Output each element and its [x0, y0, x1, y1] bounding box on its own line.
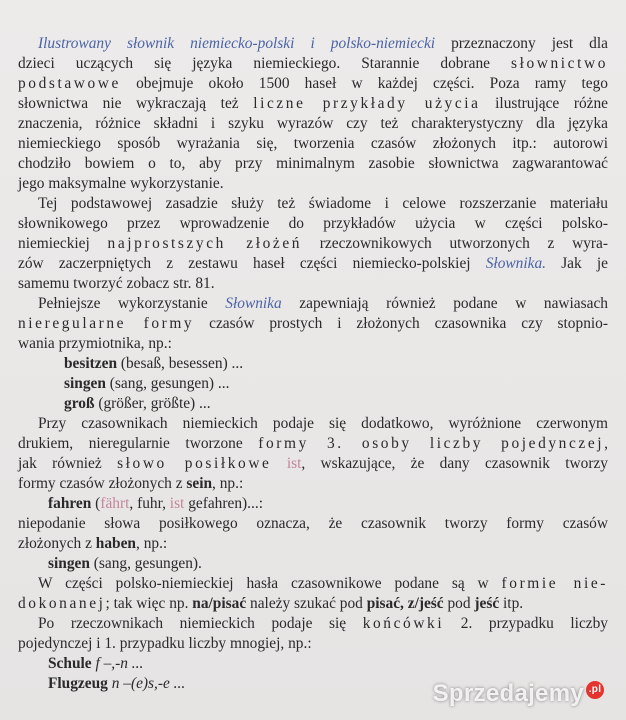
spaced-term: słowo posiłkowe — [117, 455, 272, 472]
headword: singen — [48, 555, 90, 572]
text-span: , wskazujące, że dany czasownik tworzy — [301, 455, 608, 472]
p4-line2 — [18, 434, 608, 454]
p6-line1 — [18, 614, 608, 634]
text-span: jak również — [18, 455, 118, 472]
p6-line2: pojedynczej i 1. przypadku liczby mnogiej, np.: — [18, 635, 312, 652]
text-span: (sang, gesungen) ... — [105, 375, 230, 392]
p1-line3 — [18, 74, 608, 94]
p5-line1 — [18, 574, 608, 594]
text-span: zapewniają również podane w nawiasach — [281, 295, 608, 312]
p1-line4 — [18, 94, 608, 114]
p2-line1: Tej podstawowej zasadzie służy też świadome i celowe rozszerzanie materiału — [38, 195, 608, 212]
keyword: sein — [186, 475, 213, 492]
p2-line5: samemu tworzyć zobacz str. 81. — [18, 275, 215, 292]
text-span: gefahren)...: — [184, 495, 263, 512]
p2-line2: słownikowego przez wprowadzenie do przykładów użycia w części polsko- — [18, 215, 608, 232]
p4-line3 — [18, 454, 608, 474]
text-span: n –(e)s,-e ... — [107, 675, 186, 692]
example-gross — [18, 394, 608, 414]
keyword: pisać, z/jeść — [366, 595, 444, 612]
text-span: niemieckiej — [18, 235, 108, 252]
text-span: drukiem, nieregularnie tworzone — [18, 435, 259, 452]
watermark-badge: .pl — [586, 681, 604, 699]
text-span: czasów prostych i złożonych czasownika czy stopnio- — [194, 315, 608, 332]
text-span: formy czasów złożonych z — [18, 475, 187, 492]
dictionary-name: Słownika — [225, 295, 282, 312]
headword: singen — [64, 375, 106, 392]
text-span: należy szukać pod — [246, 595, 367, 612]
keyword: na/pisać — [192, 595, 247, 612]
example-schule — [18, 654, 608, 674]
dictionary-name: Słownika. — [485, 255, 547, 272]
p1-line1 — [18, 34, 608, 54]
example-singen — [18, 374, 608, 394]
text-span: (größer, größte) ... — [94, 395, 211, 412]
p1-line7: chodziło bowiem o to, aby przy minimalnym zasobie słownictwa zagwarantować — [18, 155, 608, 172]
p1-line2 — [18, 54, 608, 74]
text-span: , np.: — [212, 475, 244, 492]
spaced-term: podstawowe — [18, 75, 121, 92]
keyword: haben — [95, 535, 136, 552]
red-marker: ist — [169, 495, 185, 512]
text-span: ( — [91, 495, 101, 512]
p4-line5: niepodanie słowa posiłkowego oznacza, że czasownik tworzy formy czasów — [18, 515, 608, 532]
headword: groß — [64, 395, 95, 412]
p5-line2 — [18, 594, 608, 614]
spaced-term: formie nie- — [501, 575, 608, 592]
p1-line8: jego maksymalne wykorzystanie. — [18, 175, 224, 192]
p3-line1 — [18, 294, 608, 314]
text-span: obejmuje około 1500 haseł w każdej części. Poza ramy tego — [120, 75, 608, 92]
text-span: W części polsko-niemieckiej hasła czasownikowe podane są w — [38, 575, 502, 592]
p4-line6 — [18, 534, 608, 554]
spaced-term: liczne przykłady użycia — [253, 95, 481, 112]
headword: besitzen — [64, 355, 118, 372]
text-span: słownictwa nie wykraczają też — [18, 95, 254, 112]
example-fahren — [18, 494, 608, 514]
text-span: rzeczownikowych utworzonych z wyra- — [302, 235, 609, 252]
spaced-term: słownictwo — [511, 55, 608, 72]
spaced-term: dokonanej — [18, 595, 106, 612]
p3-line3: wania przymiotnika, np.: — [18, 335, 172, 352]
text-span: f –,-n ... — [91, 655, 144, 672]
red-marker: ist — [271, 455, 302, 472]
text-span: , np.: — [136, 535, 168, 552]
headword: Flugzeug — [48, 675, 108, 692]
text-span: Jak je — [546, 255, 608, 272]
text-span: złożonych z — [18, 535, 96, 552]
sprzedajemy-watermark — [433, 680, 604, 708]
p3-line2 — [18, 314, 608, 334]
spaced-term: formy 3. osoby liczby pojedynczej — [258, 435, 605, 452]
watermark-text: Sprzedajemy — [432, 680, 584, 707]
text-span: 2. przypadku liczby — [444, 615, 609, 632]
text-span: (besaß, besessen) ... — [117, 355, 244, 372]
text-span: Po rzeczownikach niemieckich podaje się — [38, 615, 363, 632]
headword: fahren — [48, 495, 92, 512]
text-span: pod — [443, 595, 475, 612]
red-marker: fährt — [100, 495, 130, 512]
text-span: zów zaczerpniętych z zestawu haseł części niemiecko-polskiej — [18, 255, 486, 272]
preface-text — [18, 34, 608, 694]
p2-line3 — [18, 234, 608, 254]
text-span: przeznaczony jest dla — [435, 35, 608, 52]
p1-line6: niemieckiego sposób wyrażania się, tworzenia czasów złożonych itp.: autorowi — [18, 135, 608, 152]
spaced-term: nieregularne formy — [18, 315, 195, 332]
p1-line5: znaczenia, różnice składni i szyku wyrazów czy też charakterystyczny dla języka — [18, 115, 608, 132]
text-span: itp. — [499, 595, 524, 612]
text-span: ilustrujące różne — [480, 95, 608, 112]
spaced-term: końcówki — [362, 615, 445, 632]
text-span: Pełniejsze wykorzystanie — [38, 295, 226, 312]
example-besitzen — [18, 354, 608, 374]
headword: Schule — [48, 655, 92, 672]
p4-line4 — [18, 474, 608, 494]
dictionary-title: Ilustrowany słownik niemiecko-polski i polsko-niemiecki — [38, 35, 436, 52]
keyword: jeść — [474, 595, 500, 612]
text-span: ; tak więc np. — [105, 595, 193, 612]
text-span: dzieci uczących się języka niemieckiego. Starannie dobrane — [18, 55, 512, 72]
text-span: , fuhr, — [129, 495, 170, 512]
example-singen-2 — [18, 554, 608, 574]
text-span: , — [604, 435, 608, 452]
text-span: (sang, gesungen). — [89, 555, 202, 572]
p4-line1: Przy czasownikach niemieckich podaje się dodatkowo, wyróżnione czerwonym — [38, 415, 608, 432]
p2-line4 — [18, 254, 608, 274]
spaced-term: najprostszych złożeń — [107, 235, 303, 252]
